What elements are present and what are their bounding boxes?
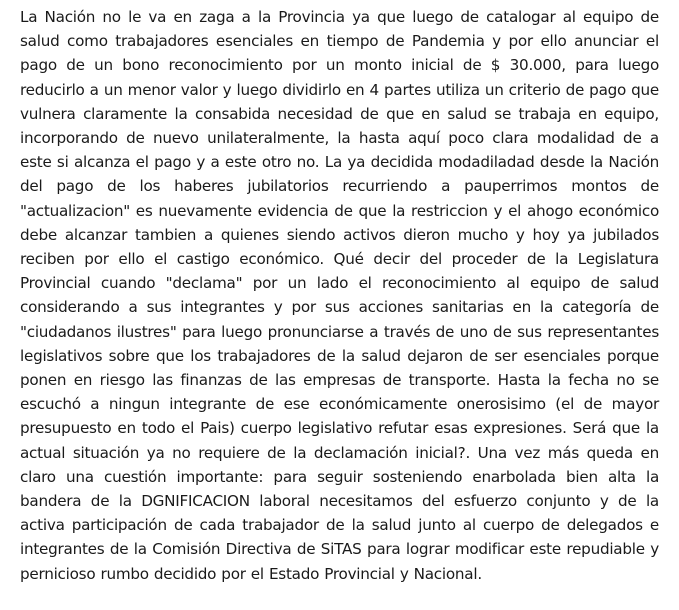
body-paragraph: La Nación no le va en zaga a la Provincia ya que luego de catalogar al equipo de salud como trabajadores esenciales en tiempo de Pandemia y por ello anunciar el pago de un bono reconocimiento por un monto inicial de $ 30.000, para luego reducirlo a un menor valor y luego dividirlo en 4 partes utiliza un criterio de pago que vulnera claramente la consabida necesidad de que en salud se trabaja en equipo, incorporando de nuevo unilateralmente, la hasta aquí poco clara modalidad de a este si alcanza el pago y a este otro no. La ya decidida modadiladad desde la Nación del pago de los haberes jubilatorios recurriendo a pauperrimos montos de "actualizacion" es nuevamente evidencia de que la restriccion y el ahogo económico debe alcanzar tambien a quienes siendo activos dieron mucho y hoy ya jubilados reciben por ello el castigo económico. Qué decir del proceder de la Legislatura Provincial cuando "declama" por un lado el reconocimiento al equipo de salud considerando a sus integrantes y por sus acciones sanitarias en la categoría de "ciudadanos ilustres" para luego pronunciarse a través de uno de sus representantes legislativos sobre que los trabajadores de la salud dejaron de ser esenciales porque ponen en riesgo las finanzas de las empresas de transporte. Hasta la fecha no se escuchó a ningun integrante de ese económicamente onerosisimo (el de mayor presupuesto en todo el Pais) cuerpo legislativo refutar esas expresiones. Será que la actual situación ya no requiere de la declamación inicial?. Una vez más queda en claro una cuestión importante: para seguir sosteniendo enarbolada bien alta la bandera de la DGNIFICACION laboral necesitamos del esfuerzo conjunto y de la activa participación de cada trabajador de la salud junto al cuerpo de delegados e integrantes de la Comisión Directiva de SiTAS para lograr modificar este repudiable y pernicioso rumbo decidido por el Estado Provincial y Nacional. <box>20 8 659 583</box>
